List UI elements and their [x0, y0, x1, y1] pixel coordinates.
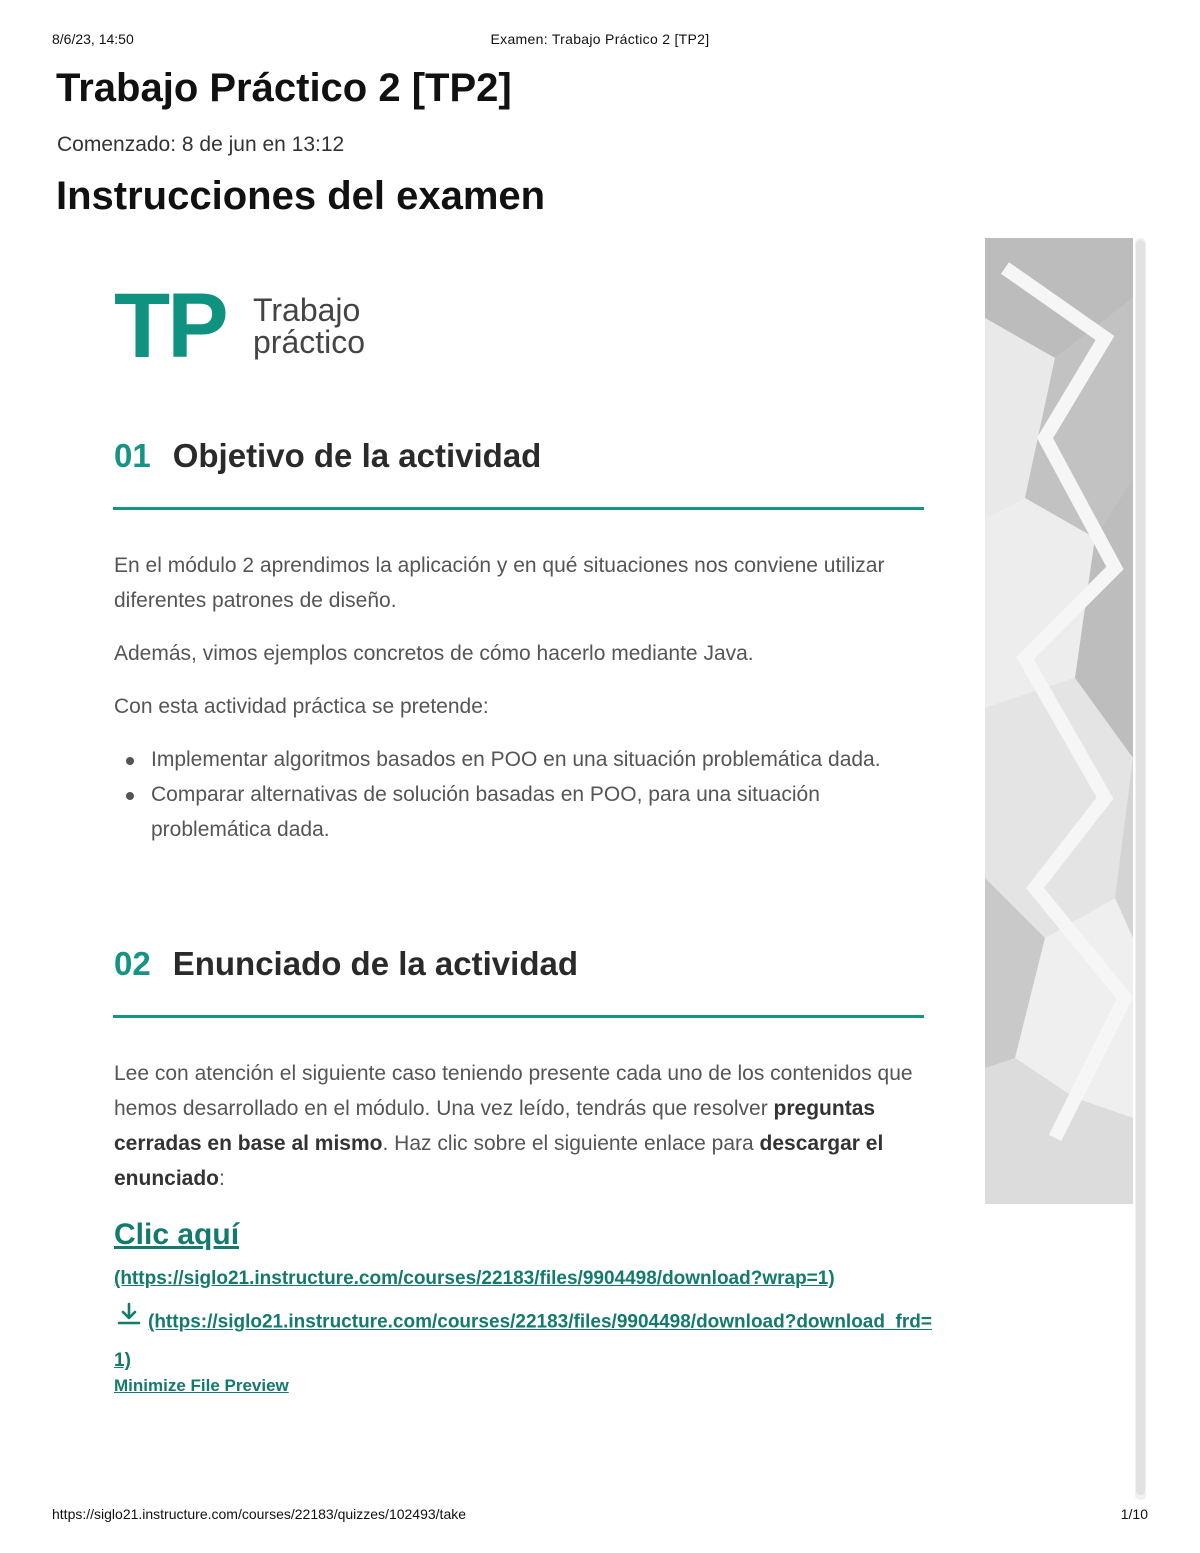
tp-banner-line2: práctico: [253, 324, 366, 360]
content-scrollbar[interactable]: [1135, 238, 1146, 1500]
para-text: . Haz clic sobre el siguiente enlace para: [382, 1132, 760, 1155]
section-1-heading: [114, 437, 541, 475]
section-2-heading: [114, 945, 578, 983]
section-2-divider: [113, 1015, 924, 1018]
section-1-title: Objetivo de la actividad: [172, 437, 542, 474]
geometric-pattern-graphic: [985, 238, 1133, 1204]
para-bold-text: descargar el enunciado: [114, 1132, 884, 1190]
instructions-heading: Instrucciones del examen: [56, 174, 546, 218]
section-1-paragraph-1: En el módulo 2 aprendimos la aplicación y en qué situaciones nos conviene utilizar diferentes patrones de diseño.: [114, 554, 885, 612]
list-item: Comparar alternativas de solución basadas en POO, para una situación problemática dada.: [114, 777, 914, 847]
section-1-number: 01: [114, 437, 151, 474]
page-title: Trabajo Práctico 2 [TP2]: [56, 66, 512, 110]
print-doc-title: Examen: Trabajo Práctico 2 [TP2]: [490, 31, 710, 47]
para-bold-text: preguntas cerradas en base al mismo: [114, 1097, 876, 1155]
tp-banner-line1: Trabajo: [253, 292, 361, 328]
list-item: Implementar algoritmos basados en POO en una situación problemática dada.: [114, 742, 914, 777]
decorative-side-image: [985, 238, 1133, 1204]
print-footer-url: https://siglo21.instructure.com/courses/22183/quizzes/102493/take: [52, 1506, 467, 1522]
section-2-paragraph: [114, 1056, 914, 1196]
scrollbar-thumb[interactable]: [1136, 240, 1145, 1495]
section-1-paragraph-2: Además, vimos ejemplos concretos de cómo hacerlo mediante Java.: [114, 642, 754, 665]
print-datetime: 8/6/23, 14:50: [52, 31, 134, 47]
section-2-title: Enunciado de la actividad: [172, 945, 578, 982]
tp-banner-label: [253, 294, 365, 358]
section-2-number: 02: [114, 945, 151, 982]
file-preview-link[interactable]: (https://siglo21.instructure.com/courses/22183/files/9904498/download?wrap=1): [114, 1268, 835, 1289]
download-link[interactable]: (https://siglo21.instructure.com/courses/22183/files/9904498/download?download_frd=1): [114, 1311, 932, 1371]
section-1-divider: [113, 507, 924, 510]
para-text: Lee con atención el siguiente caso teniendo presente cada uno de los contenidos que hemos desarrollado en el módulo. Una vez leído, tendrás que resolver: [114, 1062, 913, 1120]
print-page-number: 1/10: [1120, 1506, 1148, 1522]
download-link-row[interactable]: [114, 1302, 934, 1379]
clic-aqui-link[interactable]: Clic aquí: [114, 1218, 240, 1251]
para-text: :: [219, 1167, 225, 1190]
objectives-list: [114, 742, 914, 847]
started-timestamp: Comenzado: 8 de jun en 13:12: [57, 133, 345, 156]
tp-banner-abbrev: TP: [114, 275, 226, 377]
minimize-file-preview-link[interactable]: Minimize File Preview: [114, 1376, 289, 1395]
download-icon[interactable]: [116, 1302, 142, 1339]
section-1-paragraph-3: Con esta actividad práctica se pretende:: [114, 695, 489, 718]
